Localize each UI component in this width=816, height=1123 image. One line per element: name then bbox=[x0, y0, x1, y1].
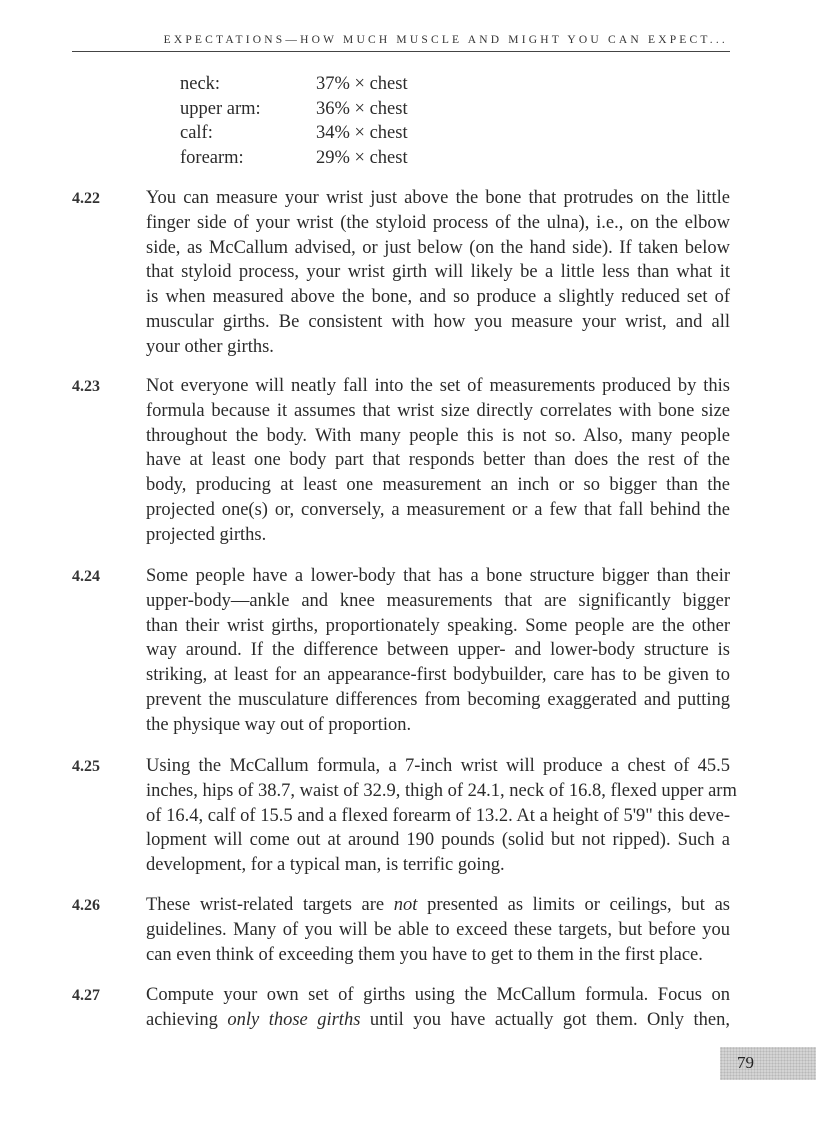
ratio-row-forearm bbox=[180, 146, 408, 171]
paragraph-text bbox=[146, 186, 730, 360]
paragraph-text bbox=[146, 893, 730, 967]
ratio-part: forearm: bbox=[180, 148, 244, 169]
paragraph-text bbox=[146, 983, 730, 1033]
text-line: prevent the musculature differences from becoming exaggerated and putting bbox=[146, 689, 730, 710]
page-number: 79 bbox=[737, 1053, 754, 1072]
ratio-part: upper arm: bbox=[180, 98, 261, 119]
ratio-part: neck: bbox=[180, 74, 221, 94]
text-line: projected one(s) or, conversely, a measurement or a few that fall behind the bbox=[146, 499, 730, 520]
text-run: until you have actually got them. Only then, bbox=[360, 1009, 730, 1030]
text-line: of 16.4, calf of 15.5 and a flexed forearm of 13.2. At a height of 5'9" this deve- bbox=[146, 805, 730, 826]
text-line: can even think of exceeding them you have to get to them in the first place. bbox=[146, 944, 703, 965]
text-line: have at least one body part that responds better than does the rest of the bbox=[146, 450, 730, 471]
paragraph-number: 4.23 bbox=[72, 378, 100, 395]
paragraph-number: 4.26 bbox=[72, 897, 100, 914]
text-line: inches, hips of 38.7, waist of 32.9, thigh of 24.1, neck of 16.8, flexed upper arm bbox=[146, 780, 737, 801]
text-run: presented as limits or ceilings, but as bbox=[417, 895, 731, 915]
text-line: finger side of your wrist (the styloid process of the ulna), i.e., on the elbow bbox=[146, 212, 730, 233]
text-line: upper-body—ankle and knee measurements that are significantly bigger bbox=[146, 590, 730, 611]
paragraph-text bbox=[146, 374, 730, 548]
emphasis-text: only those girths bbox=[227, 1009, 361, 1030]
paragraph-number: 4.24 bbox=[72, 568, 100, 585]
paragraph-4-26 bbox=[72, 893, 730, 967]
ratio-row-calf bbox=[180, 121, 408, 146]
text-line: Using the McCallum formula, a 7-inch wrist will produce a chest of 45.5 bbox=[146, 756, 730, 776]
text-line: muscular girths. Be consistent with how you measure your wrist, and all bbox=[146, 311, 730, 332]
text-line: formula because it assumes that wrist size directly correlates with bone size bbox=[146, 400, 730, 421]
text-line: your other girths. bbox=[146, 336, 274, 357]
text-line: guidelines. Many of you will be able to exceed these targets, but before you bbox=[146, 919, 730, 940]
ratio-formula: 29% × chest bbox=[316, 148, 408, 169]
text-run: These wrist-related targets are bbox=[146, 895, 394, 915]
header-rule bbox=[72, 51, 730, 52]
text-line: body, producing at least one measurement an inch or so bigger than the bbox=[146, 475, 730, 496]
ratio-formula: 37% × chest bbox=[316, 74, 408, 94]
text-line: striking, at least for an appearance-first bodybuilder, care has to be given to bbox=[146, 665, 730, 686]
paragraph-4-23 bbox=[72, 374, 730, 548]
text-line: lopment will come out at around 190 pounds (solid but not ripped). Such a bbox=[146, 830, 730, 851]
paragraph-number: 4.22 bbox=[72, 190, 100, 207]
ratio-formula: 34% × chest bbox=[316, 123, 408, 144]
text-line: You can measure your wrist just above the bone that protrudes on the little bbox=[146, 188, 730, 208]
text-line: side, as McCallum advised, or just below (on the hand side). If taken below bbox=[146, 237, 730, 258]
emphasis-text: not bbox=[393, 895, 418, 915]
text-line: the physique way out of proportion. bbox=[146, 714, 412, 735]
text-run: achieving bbox=[146, 1009, 228, 1030]
paragraph-4-27 bbox=[72, 983, 730, 1033]
text-line: that styloid process, your wrist girth will likely be a little less than what it bbox=[146, 262, 730, 283]
paragraph-4-25 bbox=[72, 754, 737, 878]
text-line: Compute your own set of girths using the McCallum formula. Focus on bbox=[146, 985, 730, 1005]
text-line: throughout the body. With many people this is not so. Also, many people bbox=[146, 425, 730, 446]
paragraph-4-22 bbox=[72, 186, 730, 360]
ratio-formula: 36% × chest bbox=[316, 98, 408, 119]
paragraph-number: 4.25 bbox=[72, 758, 100, 775]
paragraph-number: 4.27 bbox=[72, 987, 100, 1004]
ratio-part: calf: bbox=[180, 123, 213, 144]
text-line: than their wrist girths, proportionately speaking. Some people are the other bbox=[146, 615, 730, 636]
text-line: is when measured above the bone, and so produce a slightly reduced set of bbox=[146, 287, 730, 308]
page-number-tab bbox=[720, 1047, 816, 1080]
ratio-row-neck bbox=[180, 72, 408, 97]
paragraph-text bbox=[146, 754, 737, 878]
running-head: EXPECTATIONS—HOW MUCH MUSCLE AND MIGHT YOU CAN EXPECT... bbox=[163, 34, 728, 46]
paragraph-4-24 bbox=[72, 564, 730, 738]
text-line: way around. If the difference between upper- and lower-body structure is bbox=[146, 640, 730, 661]
paragraph-text bbox=[146, 564, 730, 738]
text-line bbox=[146, 893, 730, 918]
text-line: development, for a typical man, is terrific going. bbox=[146, 855, 505, 876]
text-line: Not everyone will neatly fall into the set of measurements produced by this bbox=[146, 376, 730, 396]
text-line: Some people have a lower-body that has a bone structure bigger than their bbox=[146, 566, 730, 586]
girth-ratio-table bbox=[180, 72, 408, 171]
ratio-row-upper-arm bbox=[180, 97, 408, 122]
text-line: projected girths. bbox=[146, 524, 267, 545]
text-line bbox=[146, 1008, 730, 1033]
